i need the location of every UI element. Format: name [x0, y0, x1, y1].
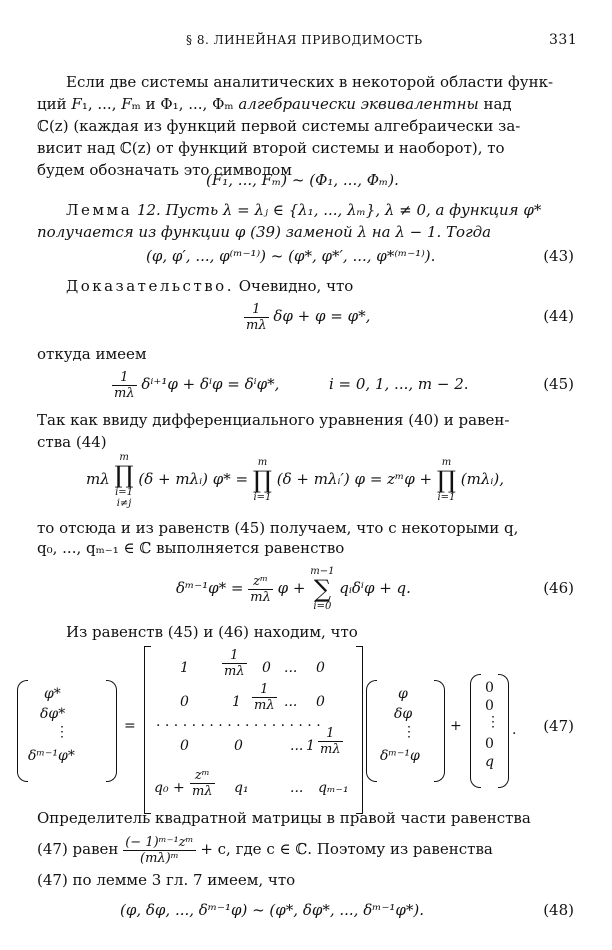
proof-line: Доказательство. Очевидно, что: [66, 277, 354, 295]
lemma-line1: Лемма 12. Пусть λ = λⱼ ∈ {λ₁, ..., λₘ}, λ ≠ 0, а функция φ*: [66, 201, 542, 219]
para1-line3: ℂ(z) (каждая из функций первой системы алгебраически за-: [37, 117, 521, 135]
equation-48-number: (48): [543, 901, 574, 919]
para2-line2: ства (44): [37, 433, 107, 451]
whence-text: откуда имеем: [37, 345, 147, 363]
equation-46-number: (46): [543, 579, 574, 597]
equation-43-number: (43): [543, 247, 574, 265]
equation-46: δᵐ⁻¹φ* = $\frac{\text{zᵐ}}{m\lambda}$ φ + m−1 ∑ i=0 qᵢδⁱφ + q.: [176, 566, 411, 612]
para5-line1: Определитель квадратной матрицы в правой части равенства: [37, 809, 531, 827]
para1-line2: ций F₁, ..., Fₘ и Φ₁, ..., Φₘ алгебраически эквивалентны над: [37, 95, 512, 113]
equation-45-number: (45): [543, 375, 574, 393]
para1-line4: висит над ℂ(z) от функций второй системы и наоборот), то: [37, 139, 505, 157]
para3-line1: то отсюда и из равенств (45) получаем, что с некоторыми q,: [37, 519, 519, 537]
running-header: § 8. ЛИНЕЙНАЯ ПРИВОДИМОСТЬ: [186, 33, 423, 47]
equation-47-number: (47): [543, 717, 574, 735]
para3-line2: q₀, ..., qₘ₋₁ ∈ ℂ выполняется равенство: [37, 539, 345, 557]
equation-43: (φ, φ′, ..., φ⁽ᵐ⁻¹⁾) ~ (φ*, φ*′, ..., φ*⁽ᵐ⁻¹⁾).: [146, 247, 436, 265]
equation-48: (φ, δφ, ..., δᵐ⁻¹φ) ~ (φ*, δφ*, ..., δᵐ⁻¹φ*).: [120, 901, 425, 919]
para5-line3: (47) по лемме 3 гл. 7 имеем, что: [37, 871, 296, 889]
book-page: § 8. ЛИНЕЙНАЯ ПРИВОДИМОСТЬ 331 Если две системы аналитических в некоторой области функ- ций F₁, ..., Fₘ и Φ₁, ..., Φₘ алгебраически эквивалентны над ℂ(z) (каждая из функций первой системы алгебраически за- висит над ℂ(z) от функций второй системы и наоборот), то будем обозначать это символом (F₁, ..., Fₘ) ~ (Φ₁, ..., Φₘ). Лемма 12. Пусть λ = λⱼ ∈ {λ₁, ..., λₘ}, λ ≠ 0, а функция φ* получается из функции φ (39) заменой λ на λ − 1. Тогда (φ, φ′, ..., φ⁽ᵐ⁻¹⁾) ~ (φ*, φ*′, ..., φ*⁽ᵐ⁻¹⁾). (43) Доказательство. Очевидно, что $\frac{1}{m\lambda}$ δφ + φ = φ*, (44) откуда имеем $\frac{1}{m\lambda}$ δⁱ⁺¹φ + δⁱφ = δⁱφ*, i = 0, 1, ..., m − 2. (45) Так как ввиду дифференциального уравнения (40) и равен- ства (44) mλ m ∏ i=1 i≠j (δ + mλᵢ) φ* = m ∏ i=1 (δ + mλᵢ′) φ = zᵐφ + m ∏ i=1 (mλᵢ), то отсюда и из равенств (45) получаем, что с некоторыми q, q₀, ..., qₘ₋₁ ∈ ℂ выполняется равенство δᵐ⁻¹φ* = $\frac{\text{zᵐ}}{m\lambda}$ φ + m−1 ∑ i=0 qᵢδⁱφ + q. (46) Из равенств (45) и (46) находим, что φ* δφ* ⋮ δᵐ⁻¹φ* = 1 $\frac{1}{m\lambda}$ 0 ... 0 0 1 $\frac{1}{m\lambda}$ ... 0 . . . . . . . . . . . . . . . . . . . 0 0 ... 1 $\frac{1}{m\lambda}$ q₀ + $\frac{\text{zᵐ}}{m\lambda}$ q₁ ... qₘ₋₁ φ δφ ⋮ δᵐ⁻¹φ + 0 0 ⋮ 0 q . (47) Определитель квадратной матрицы в правой части равенства (47) равен $\frac{\text{(− 1)ᵐ⁻¹zᵐ}}{\text{(mλ)ᵐ}}$ + c, где c ∈ ℂ. Поэтому из равенства (47) по лемме 3 гл. 7 имеем, что (φ, δφ, ..., δᵐ⁻¹φ) ~ (φ*, δφ*, ..., δᵐ⁻¹φ*). (48): [0, 0, 612, 950]
page-number: 331: [549, 32, 578, 48]
lemma-line2: получается из функции φ (39) заменой λ на λ − 1. Тогда: [37, 223, 492, 241]
para2-line1: Так как ввиду дифференциального уравнения (40) и равен-: [37, 411, 510, 429]
para4-text: Из равенств (45) и (46) находим, что: [66, 623, 358, 641]
para1-line1: Если две системы аналитических в некоторой области функ-: [66, 73, 554, 91]
equation-44: $\frac{1}{m\lambda}$ δφ + φ = φ*,: [246, 301, 371, 333]
para5-line2: (47) равен $\frac{\text{(− 1)ᵐ⁻¹zᵐ}}{\text{(mλ)ᵐ}}$ + c, где c ∈ ℂ. Поэтому из равенства: [37, 834, 493, 866]
para1-line5: будем обозначать это символом: [37, 161, 292, 179]
product-equation: mλ m ∏ i=1 i≠j (δ + mλᵢ) φ* = m ∏ i=1 (δ + mλᵢ′) φ = zᵐφ + m ∏ i=1 (mλᵢ),: [86, 451, 504, 509]
equation-45: $\frac{1}{m\lambda}$ δⁱ⁺¹φ + δⁱφ = δⁱφ*, i = 0, 1, ..., m − 2.: [114, 369, 469, 401]
equation-44-number: (44): [543, 307, 574, 325]
equivalence-formula: (F₁, ..., Fₘ) ~ (Φ₁, ..., Φₘ).: [206, 171, 399, 189]
